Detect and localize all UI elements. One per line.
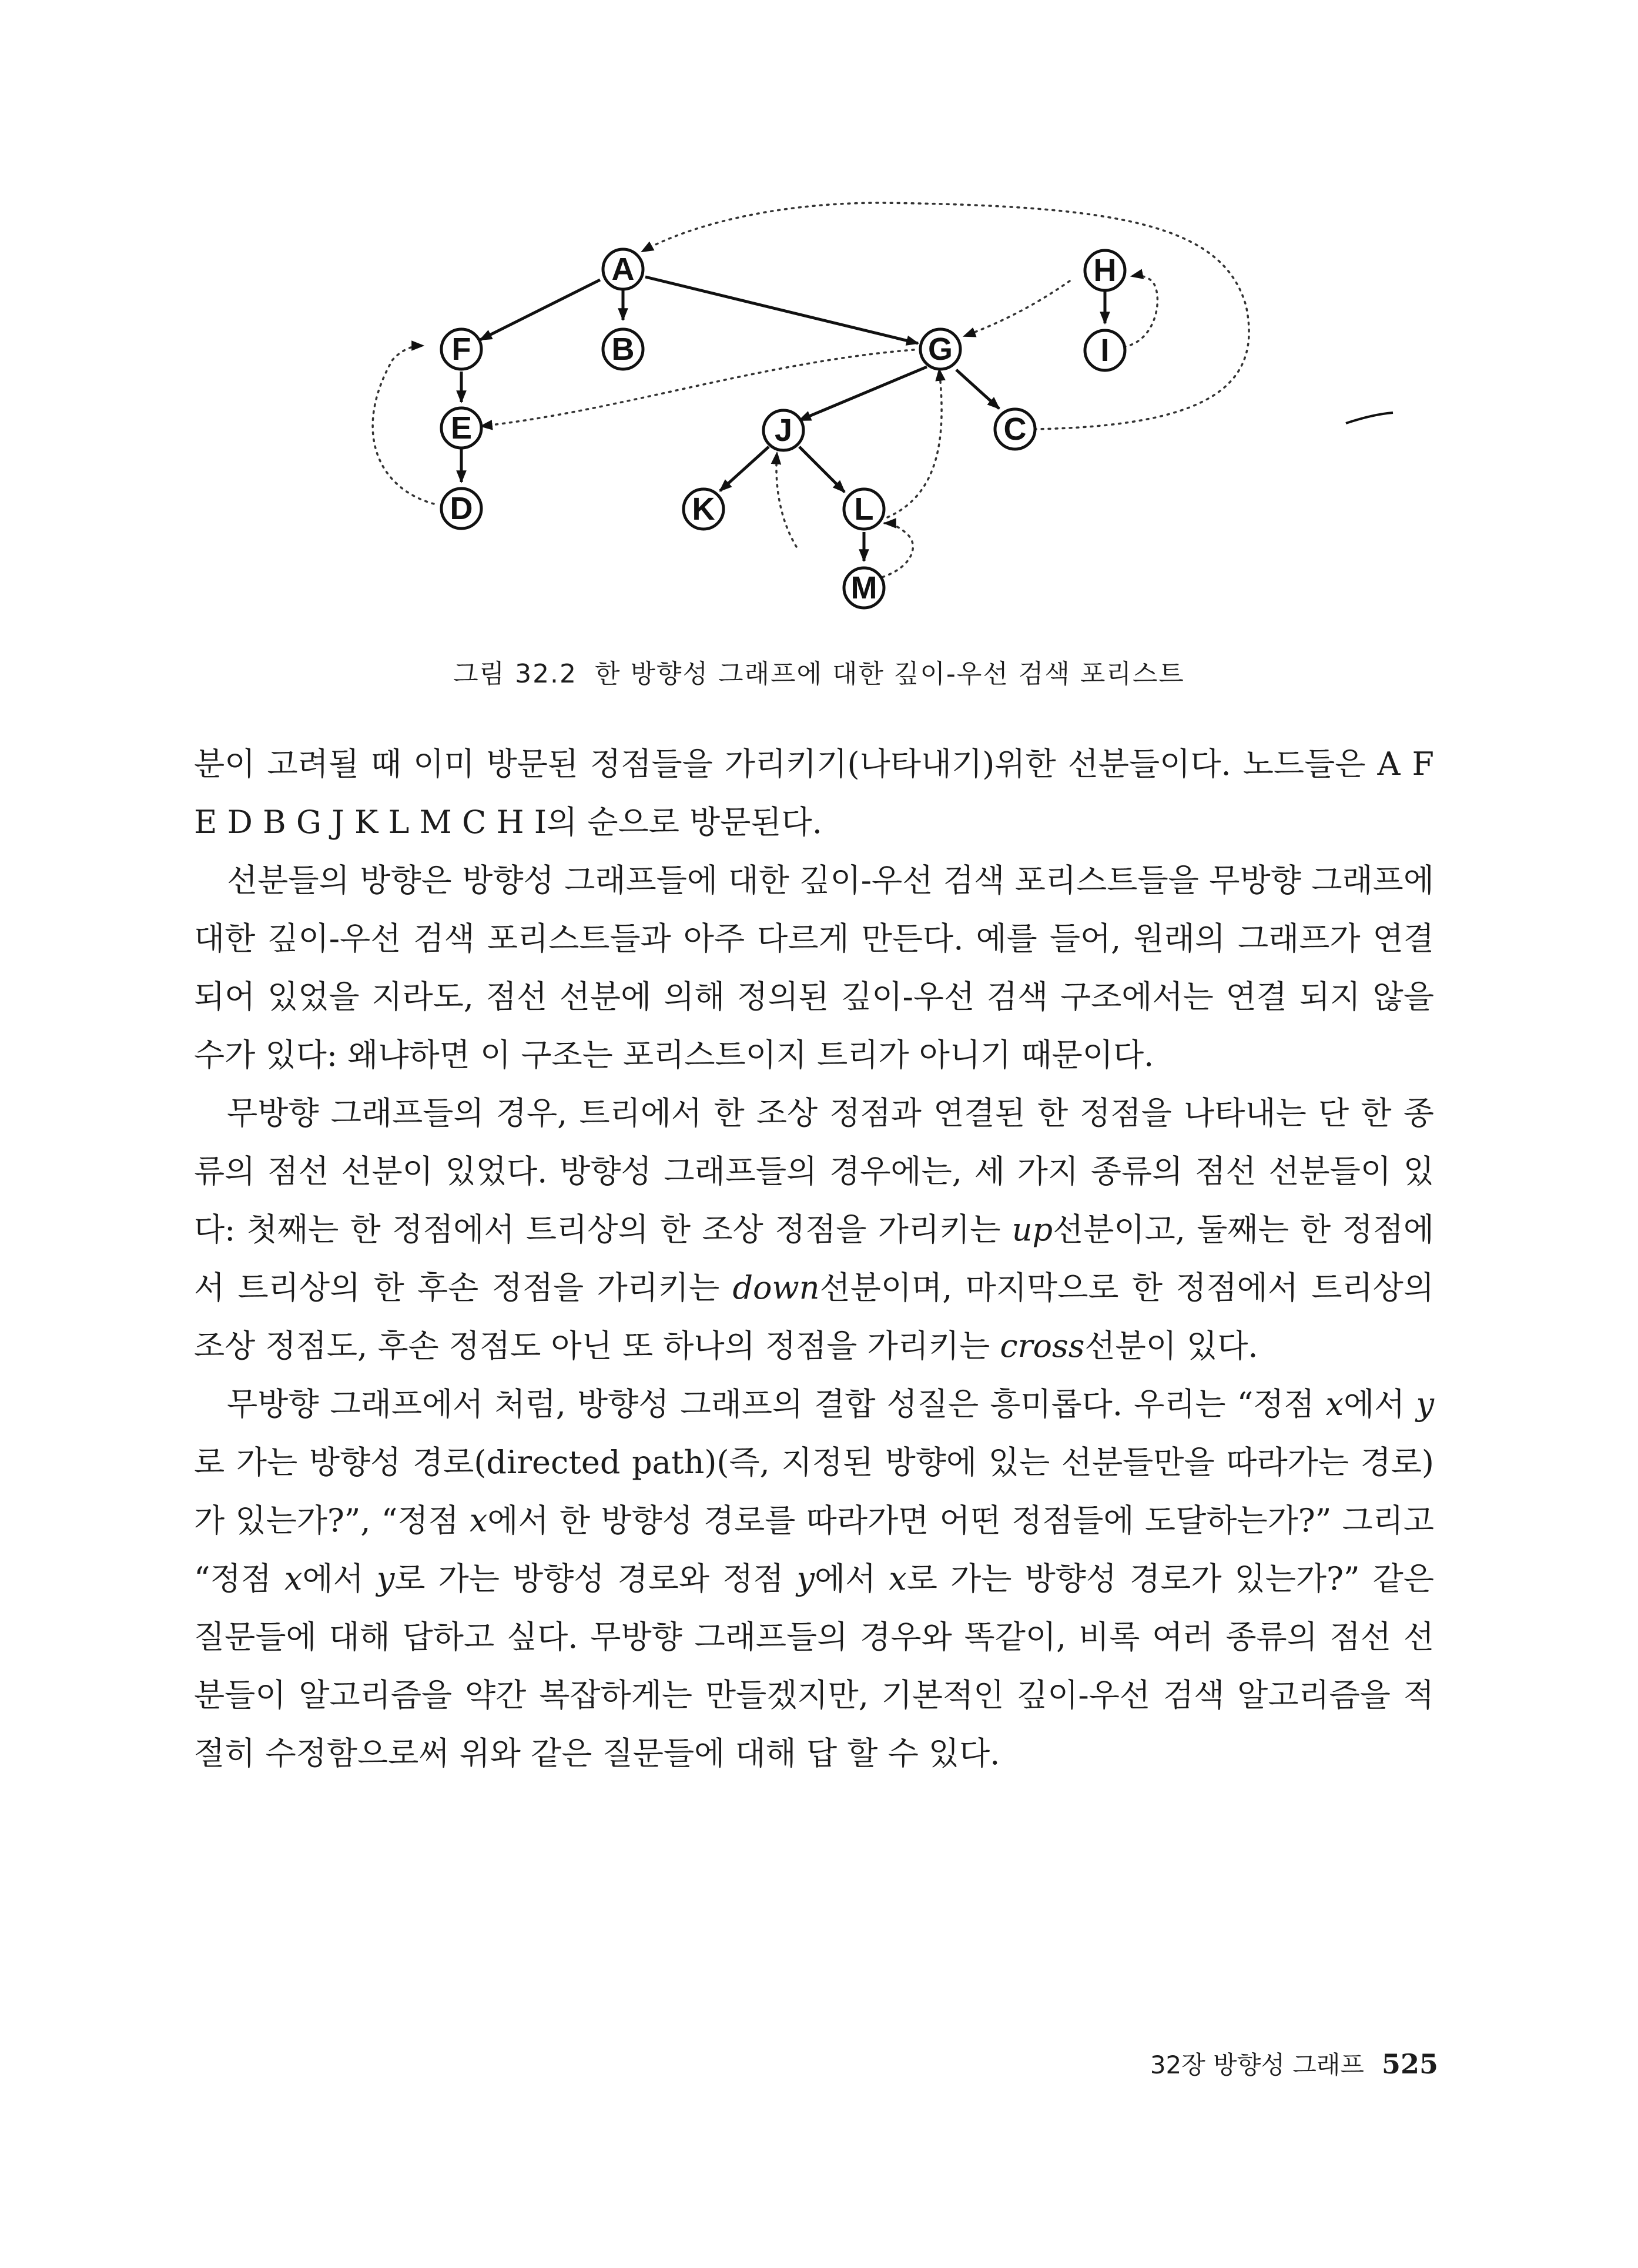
node-m-label: M — [850, 570, 877, 606]
node-c-label: C — [1003, 412, 1027, 447]
p4-text-f: 로 가는 방향성 경로와 정점 — [394, 1560, 797, 1597]
page-footer — [1150, 2046, 1438, 2081]
node-k — [684, 489, 723, 529]
tree-edge-a-f — [480, 280, 600, 340]
dotted-edge-m-l — [876, 523, 913, 579]
p4-text-b: 에서 — [1344, 1386, 1416, 1423]
paragraph-2: 선분들의 방향은 방향성 그래프들에 대한 깊이-우선 검색 포리스트들을 무방향 그래프에 대한 깊이-우선 검색 포리스트들과 아주 다르게 만든다. 예를 들어, 원래의 그래프가 연결되어 있었을 지라도, 점선 선분에 의해 정의된 깊이-우선 검색 구조에서는 연결 되지 않을 수가 있다: 왜냐하면 이 구조는 포리스트이지 트리가 아니기 때문이다. — [194, 862, 1434, 1073]
var-x: x — [889, 1560, 907, 1597]
p4-text-d: 에서 한 방향성 경로를 따라가면 어떤 정점들에 도달하는가?” 그리고 “정점 — [194, 1502, 1434, 1597]
margin-stroke — [1346, 413, 1393, 423]
node-c — [995, 409, 1035, 449]
node-d-label: D — [450, 491, 473, 526]
node-j — [763, 410, 803, 450]
node-b — [603, 329, 643, 369]
tree-edge-g-c — [956, 370, 999, 409]
p4-text-c: 로 가는 방향성 경로(directed path)(즉, 지정된 방향에 있는 선분들만을 따라가는 경로)가 있는가?”, “정점 — [194, 1444, 1434, 1539]
node-d — [441, 489, 481, 528]
tree-edge-j-l — [799, 447, 845, 492]
dotted-edge-h-g — [964, 281, 1070, 336]
caption-text: 한 방향성 그래프에 대한 깊이-우선 검색 포리스트 — [595, 659, 1185, 689]
node-i — [1085, 330, 1125, 370]
node-h-label: H — [1093, 253, 1117, 288]
node-l — [844, 489, 884, 529]
node-g — [920, 329, 960, 369]
p3-text-b: 선분이고, 둘째는 한 정점에서 트리상의 한 후손 정점을 가리키는 — [194, 1211, 1435, 1306]
tree-edge-g-j — [799, 367, 927, 420]
dfs-forest-figure — [0, 0, 1638, 647]
var-y: y — [376, 1560, 395, 1597]
term-cross: cross — [1000, 1327, 1085, 1364]
dotted-edge-g-e — [481, 350, 914, 426]
paragraph-3 — [194, 1084, 1434, 1375]
caption-number: 그림 32.2 — [453, 659, 578, 689]
paragraph-4 — [194, 1375, 1434, 1782]
dotted-edge-l-g — [887, 369, 942, 517]
term-up: up — [1011, 1211, 1053, 1248]
node-j-label: J — [774, 413, 793, 448]
term-down: down — [732, 1269, 820, 1306]
node-h — [1085, 250, 1125, 290]
node-g-label: G — [927, 332, 953, 367]
node-e — [441, 408, 481, 448]
p3-text-d: 선분이 있다. — [1084, 1327, 1258, 1364]
dotted-edge-j-cross — [776, 453, 796, 547]
node-m — [844, 568, 884, 608]
var-y: y — [796, 1560, 815, 1597]
p4-text-a: 무방향 그래프에서 처럼, 방향성 그래프의 결합 성질은 흥미롭다. 우리는 “정점 — [227, 1386, 1326, 1423]
node-e-label: E — [450, 410, 473, 446]
body-text — [194, 735, 1434, 1782]
paragraph-1: 분이 고려될 때 이미 방문된 정점들을 가리키기(나타내기)위한 선분들이다. 노드들은 A F E D B G J K L M C H I의 순으로 방문된다. — [194, 745, 1434, 841]
page-number: 525 — [1381, 2048, 1438, 2080]
dotted-edge-c-a — [642, 203, 1249, 429]
node-i-label: I — [1100, 333, 1110, 368]
node-k-label: K — [692, 491, 715, 527]
node-l-label: L — [854, 491, 874, 527]
tree-edge-a-g — [645, 277, 918, 343]
dotted-edge-i-h — [1124, 276, 1157, 347]
p4-text-h: 로 가는 방향성 경로가 있는가?” 같은 질문들에 대해 답하고 싶다. 무방향 그래프들의 경우와 똑같이, 비록 여러 종류의 점선 선분들이 알고리즘을 약간 복잡하게는 만들겠지만, 기본적인 깊이-우선 검색 알고리즘을 적절히 수정함으로써 위와 같은 질문들에 대해 답 할 수 있다. — [194, 1560, 1434, 1772]
var-x: x — [1325, 1386, 1344, 1423]
node-a — [603, 249, 643, 289]
chapter-title: 32장 방향성 그래프 — [1150, 2050, 1364, 2079]
p4-text-e: 에서 — [302, 1560, 377, 1597]
p3-text-a: 무방향 그래프들의 경우, 트리에서 한 조상 정점과 연결된 한 정점을 나타내는 단 한 종류의 점선 선분이 있었다. 방향성 그래프들의 경우에는, 세 가지 종류의 점선 선분들이 있다: 첫째는 한 정점에서 트리상의 한 조상 정점을 가리키는 — [194, 1095, 1434, 1248]
p3-text-c: 선분이며, 마지막으로 한 정점에서 트리상의 조상 정점도, 후손 정점도 아닌 또 하나의 정점을 가리키는 — [194, 1269, 1434, 1364]
var-x: x — [469, 1502, 488, 1539]
node-a-label: A — [611, 252, 635, 287]
figure-caption — [0, 653, 1638, 690]
p4-text-g: 에서 — [814, 1560, 889, 1597]
var-y: y — [1416, 1386, 1434, 1423]
var-x: x — [284, 1560, 303, 1597]
node-b-label: B — [611, 332, 635, 367]
dotted-edge-d-f — [373, 346, 434, 504]
tree-edge-j-k — [720, 447, 769, 491]
node-f-label: F — [451, 332, 471, 367]
node-f — [441, 329, 481, 369]
